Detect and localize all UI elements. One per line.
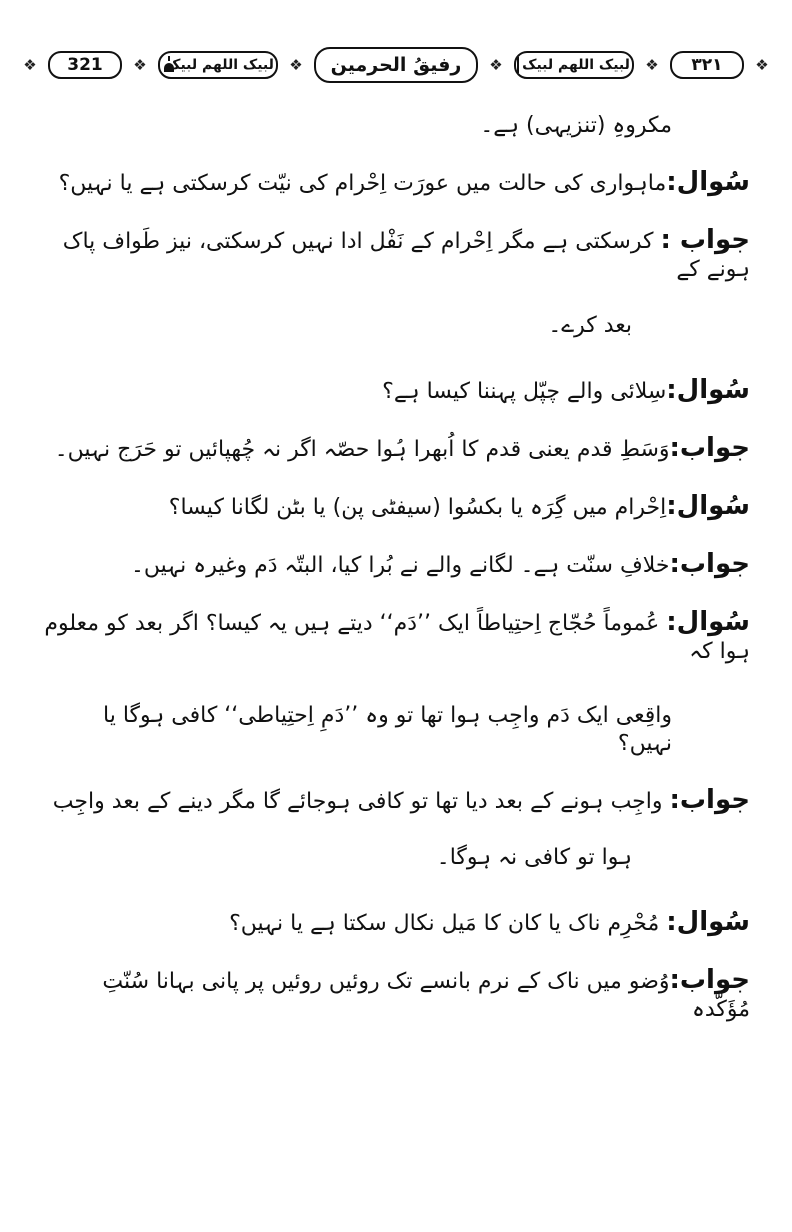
answer-1-line-1 <box>44 226 750 284</box>
ornament-icon: ❖ <box>489 55 503 74</box>
answer-4-line-1 <box>44 786 750 816</box>
ornament-icon: ❖ <box>645 55 659 74</box>
answer-2 <box>44 434 750 464</box>
answer-5 <box>44 966 750 1024</box>
answer-text: واجِب ہونے کے بعد دیا تھا تو کافی ہوجائے گا مگر دینے کے بعد واجِب <box>52 789 663 814</box>
question-text: عُموماً حُجّاج اِحتِیاطاً ایک ’’دَم‘‘ دیتے ہیں یہ کیسا؟ اگر بعد کو معلوم ہوا کہ <box>44 611 750 664</box>
answer-label: جواب: <box>669 433 750 463</box>
question-label: سُوال: <box>666 907 750 937</box>
question-text: مُحْرِم ناک یا کان کا مَیل نکال سکتا ہے یا نہیں؟ <box>229 911 660 936</box>
book-title-box <box>314 47 478 83</box>
page-body <box>44 112 750 1024</box>
talbiyah-box-right <box>514 51 634 79</box>
question-label: سُوال: <box>666 491 750 521</box>
ornament-icon: ❖ <box>755 55 769 74</box>
question-text: اِحْرام میں گِرَہ یا بکسُوا (سیفٹی پن) یا بٹن لگانا کیسا؟ <box>168 495 667 520</box>
ornament-icon: ❖ <box>23 55 37 74</box>
page-number: 321 <box>67 55 103 75</box>
answer-text: وَسَطِ قدم یعنی قدم کا اُبھرا ہُوا حصّہ اگر نہ چُھپائیں تو حَرَج نہیں۔ <box>54 437 670 462</box>
answer-label: جواب: <box>669 549 750 579</box>
answer-label: جواب : <box>660 225 750 255</box>
question-3 <box>44 492 750 522</box>
question-text: ماہواری کی حالت میں عورَت اِحْرام کی نیّت کرسکتی ہے یا نہیں؟ <box>58 171 667 196</box>
page-number-urdu-box <box>670 51 744 79</box>
question-label: سُوال: <box>666 167 750 197</box>
question-4-line-1 <box>44 608 750 666</box>
answer-3 <box>44 550 750 580</box>
question-text: سِلائی والے چپّل پہننا کیسا ہے؟ <box>382 379 667 404</box>
answer-1-line-2: بعد کرے۔ <box>548 313 632 338</box>
talbiyah-text-left: لبیک اللھم لبیک <box>166 57 274 73</box>
answer-label: جواب: <box>669 785 750 815</box>
question-5 <box>44 908 750 938</box>
ornament-icon: ❖ <box>133 55 147 74</box>
page-number-box <box>48 51 122 79</box>
talbiyah-box-left <box>158 51 278 79</box>
answer-text: وُضو میں ناک کے نرم بانسے تک روئیں روئیں پر پانی بہانا سُنّتِ مُؤَکَّدہ <box>102 969 750 1022</box>
answer-label: جواب: <box>669 965 750 995</box>
answer-text: خلافِ سنّت ہے۔ لگانے والے نے بُرا کیا، البتّہ دَم وغیرہ نہیں۔ <box>131 553 670 578</box>
paragraph-continuation: مکروہِ (تنزیہی) ہے۔ <box>480 113 672 138</box>
page-number-urdu: ۳۲۱ <box>691 55 723 75</box>
book-title: رفیقُ الحرمین <box>330 54 462 76</box>
question-label: سُوال: <box>666 607 750 637</box>
answer-text: کرسکتی ہے مگر اِحْرام کے نَفْل ادا نہیں کرسکتی، نیز طَواف پاک ہونے کے <box>62 229 750 282</box>
running-header <box>22 40 770 90</box>
ornament-icon: ❖ <box>289 55 303 74</box>
question-1 <box>44 168 750 198</box>
answer-4-line-2: ہوا تو کافی نہ ہوگا۔ <box>436 845 632 870</box>
question-4-line-2: واقِعی ایک دَم واجِب ہوا تھا تو وہ ’’دَمِ اِحتِیاطی‘‘ کافی ہوگا یا نہیں؟ <box>103 703 672 756</box>
question-label: سُوال: <box>666 375 750 405</box>
talbiyah-text-right: لبیک اللھم لبیک <box>522 57 630 73</box>
question-2 <box>44 376 750 406</box>
